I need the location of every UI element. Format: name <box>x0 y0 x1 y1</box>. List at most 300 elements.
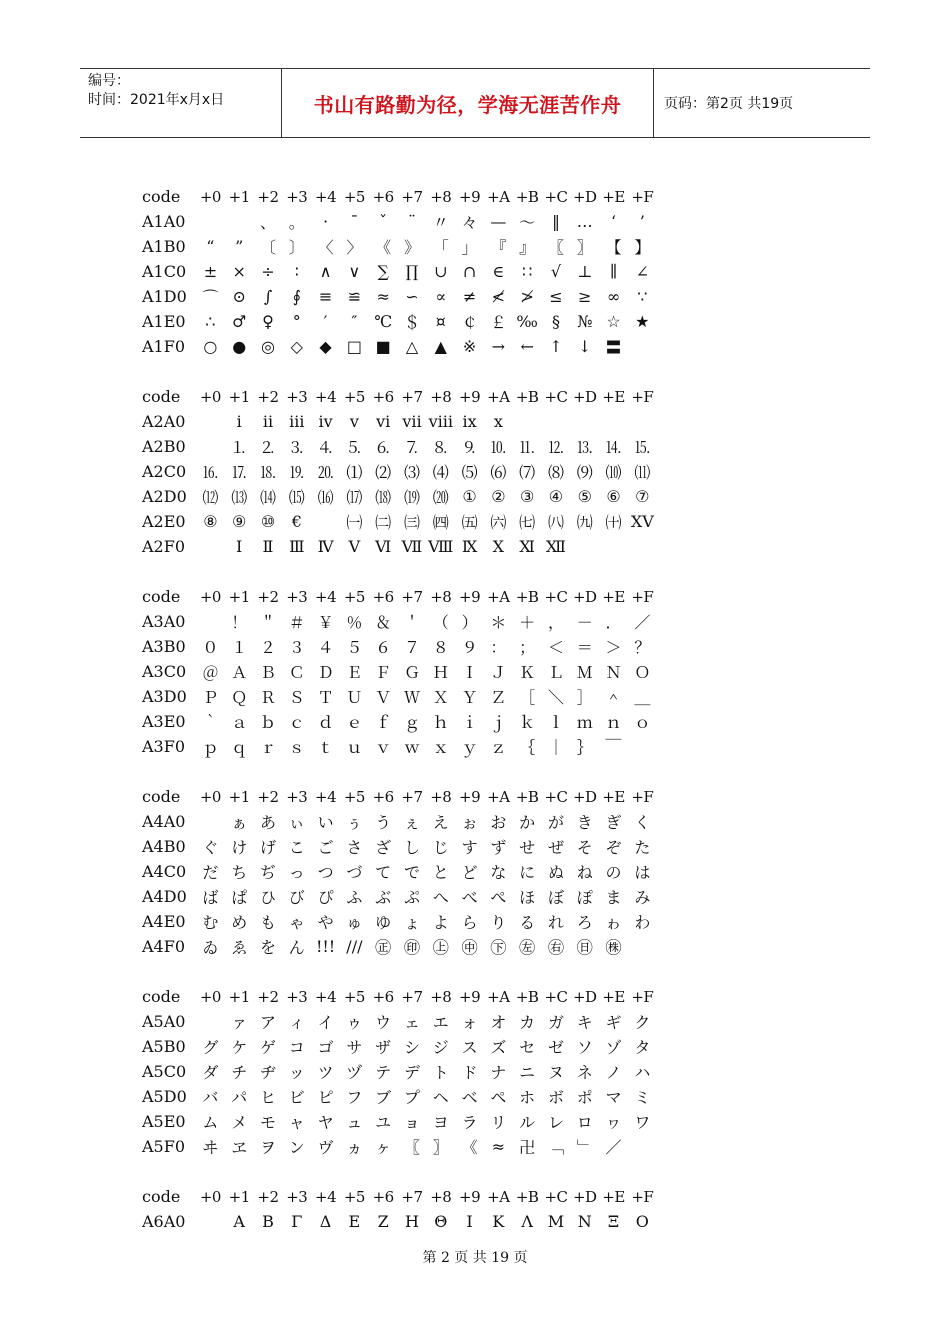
column-header-row <box>142 784 672 809</box>
char-cell: ㈢ <box>403 513 420 532</box>
char-cell: ば <box>202 888 219 907</box>
char-cell: づ <box>346 863 363 882</box>
char-cell: ㊦ <box>490 938 507 957</box>
char-cell: ⒆ <box>403 488 420 507</box>
char-cell: ▲ <box>434 337 447 356</box>
char-cell: ク <box>634 1013 651 1032</box>
offset-header: +4 <box>315 987 337 1006</box>
char-cell: ヲ <box>259 1138 276 1157</box>
table-row <box>142 234 672 259</box>
char-cell: Ｗ <box>403 688 420 707</box>
table-row <box>142 509 672 534</box>
char-cell: ⅳ <box>318 412 333 431</box>
offset-header: +7 <box>401 987 423 1006</box>
char-cell: ㊑ <box>605 938 622 957</box>
char-cell: タ <box>634 1038 651 1057</box>
row-code: A2F0 <box>142 537 186 556</box>
char-cell: ⊙ <box>232 287 246 306</box>
char-cell: ⒍ <box>375 438 392 457</box>
char-cell: ざ <box>375 838 392 857</box>
offset-header: +8 <box>430 1187 452 1206</box>
char-cell: ュ <box>346 1113 363 1132</box>
char-cell: カ <box>519 1013 536 1032</box>
char-cell: ㈥ <box>490 513 507 532</box>
char-cell: ぺ <box>490 888 507 907</box>
offset-header: +6 <box>372 187 394 206</box>
char-cell: ガ <box>547 1013 564 1032</box>
char-cell: ０ <box>202 638 219 657</box>
char-cell: ⒅ <box>375 488 392 507</box>
char-cell: Ｄ <box>317 663 334 682</box>
char-cell: ⑴ <box>346 463 363 482</box>
offset-header: +2 <box>257 187 279 206</box>
offset-header: +9 <box>459 587 481 606</box>
offset-header: +C <box>544 1187 568 1206</box>
char-cell: ≈ <box>376 287 390 306</box>
char-cell: ￥ <box>317 613 334 632</box>
offset-header: +1 <box>228 1187 250 1206</box>
char-cell: Ⅻ <box>545 537 566 556</box>
offset-header: +A <box>487 587 510 606</box>
char-cell: 【 <box>605 238 622 257</box>
char-cell: ヱ <box>231 1138 248 1157</box>
row-code: A5D0 <box>142 1087 187 1106</box>
char-cell: ⒂ <box>288 488 305 507</box>
char-cell: ノ <box>605 1063 622 1082</box>
char-cell: ふ <box>346 888 363 907</box>
char-cell: Β <box>262 1212 274 1231</box>
offset-header: +7 <box>401 787 423 806</box>
char-cell: ／ <box>634 613 651 632</box>
char-cell: ∝ <box>435 287 447 306</box>
row-code: A5B0 <box>142 1037 186 1056</box>
offset-header: +3 <box>286 187 308 206</box>
char-cell: ベ <box>461 1088 478 1107</box>
char-cell: ／ <box>605 1138 622 1157</box>
char-cell: ⒄ <box>346 488 363 507</box>
table-row <box>142 709 672 734</box>
char-cell: ヒ <box>259 1088 276 1107</box>
row-code: A4B0 <box>142 837 186 856</box>
char-cell: № <box>577 312 593 331</box>
char-cell: レ <box>547 1113 564 1132</box>
offset-header: +2 <box>257 587 279 606</box>
offset-header: +D <box>572 387 597 406</box>
offset-header: +E <box>602 987 625 1006</box>
char-cell: Ι <box>466 1212 473 1231</box>
char-cell: ぜ <box>547 838 564 857</box>
char-cell: ◇ <box>290 337 303 356</box>
char-cell: ６ <box>375 638 392 657</box>
char-cell: ∴ <box>205 312 216 331</box>
char-cell: メ <box>231 1113 248 1132</box>
offset-header: +0 <box>199 587 221 606</box>
char-cell: ？ <box>634 638 651 657</box>
offset-header: +F <box>631 387 654 406</box>
char-cell: 〕 <box>288 238 305 257</box>
table-row <box>142 459 672 484</box>
char-cell: ￠ <box>461 313 478 332</box>
offset-header: +9 <box>459 387 481 406</box>
row-code: A4E0 <box>142 912 186 931</box>
row-code: A5E0 <box>142 1112 186 1131</box>
char-cell: ツ <box>317 1063 334 1082</box>
char-cell: § <box>551 312 560 331</box>
row-code: A3B0 <box>142 637 186 656</box>
char-cell: ゑ <box>231 938 248 957</box>
char-cell: 〗 <box>576 238 593 257</box>
char-cell: ＋ <box>519 613 536 632</box>
char-cell: ょ <box>403 913 420 932</box>
row-code: A1B0 <box>142 237 186 256</box>
table-row <box>142 609 672 634</box>
table-row <box>142 209 672 234</box>
char-cell: ⑦ <box>635 487 650 506</box>
char-cell: 、 <box>259 213 276 232</box>
char-cell: ※ <box>462 337 477 356</box>
offset-header: +F <box>631 187 654 206</box>
char-cell: ぅ <box>346 813 363 832</box>
char-cell: Ｘ <box>432 688 449 707</box>
char-cell: 〖 <box>403 1138 420 1157</box>
table-row <box>142 484 672 509</box>
char-cell: ⒘ <box>231 463 248 482</box>
char-cell: Ｕ <box>346 688 363 707</box>
char-cell: ‖ <box>551 212 560 231</box>
table-row <box>142 684 672 709</box>
char-cell: め <box>231 913 248 932</box>
char-cell: ￣ <box>605 738 622 757</box>
char-cell: ぱ <box>231 888 248 907</box>
table-row <box>142 909 672 934</box>
char-cell <box>225 210 254 233</box>
char-cell: ９ <box>461 638 478 657</box>
char-cell: ＊ <box>490 613 507 632</box>
row-code: A6A0 <box>142 1212 186 1231</box>
table-row <box>142 934 672 959</box>
char-cell: げ <box>259 838 276 857</box>
char-cell: さ <box>346 838 363 857</box>
code-block <box>142 984 672 1159</box>
char-cell: ィ <box>288 1013 305 1032</box>
char-cell: ⅴ <box>349 412 359 431</box>
offset-header: +A <box>487 787 510 806</box>
table-row <box>142 1059 672 1084</box>
row-code: A5F0 <box>142 1137 186 1156</box>
char-cell: · <box>323 212 329 231</box>
char-cell: ｎ <box>605 713 622 732</box>
char-cell: ㊥ <box>461 938 478 957</box>
char-cell: ろ <box>576 913 593 932</box>
char-cell: ２ <box>259 638 276 657</box>
char-cell: マ <box>605 1088 622 1107</box>
char-cell: ぉ <box>461 813 478 832</box>
char-cell: ぶ <box>375 888 392 907</box>
char-cell: ＾ <box>605 688 622 707</box>
char-cell: ＃ <box>288 613 305 632</box>
row-code: A3C0 <box>142 662 187 681</box>
char-cell: ス <box>461 1038 478 1057</box>
offset-header: +7 <box>401 587 423 606</box>
offset-header: +1 <box>228 187 250 206</box>
offset-header: +C <box>544 187 568 206</box>
char-cell: !!! <box>315 937 336 956</box>
offset-header: +0 <box>199 1187 221 1206</box>
char-cell: ｕ <box>346 738 363 757</box>
offset-header: +7 <box>401 187 423 206</box>
char-cell: ｚ <box>490 738 507 757</box>
char-cell: ¤ <box>435 312 446 331</box>
offset-header: +9 <box>459 187 481 206</box>
char-cell: ≥ <box>578 287 592 306</box>
char-cell: ｙ <box>461 738 478 757</box>
offset-header: +A <box>487 387 510 406</box>
char-cell: 》 <box>403 238 420 257</box>
char-cell: Ｅ <box>346 663 363 682</box>
offset-header: +6 <box>372 987 394 1006</box>
row-code: A2B0 <box>142 437 186 456</box>
offset-header: +C <box>544 587 568 606</box>
char-cell: あ <box>259 813 276 832</box>
char-cell: ◆ <box>319 337 332 356</box>
row-code: A4F0 <box>142 937 186 956</box>
char-cell: ＇ <box>403 613 420 632</box>
row-code: A2A0 <box>142 412 186 431</box>
char-cell: よ <box>432 913 449 932</box>
char-cell: く <box>634 813 651 832</box>
char-cell: デ <box>403 1063 420 1082</box>
char-cell: ⒙ <box>259 463 276 482</box>
char-cell: ぽ <box>576 888 593 907</box>
char-cell: お <box>490 813 507 832</box>
char-cell: ⒓ <box>547 438 564 457</box>
offset-header: +5 <box>343 387 365 406</box>
offset-header: +B <box>515 787 539 806</box>
char-cell: ㊤ <box>432 938 449 957</box>
char-cell: ‘ <box>611 212 617 231</box>
char-cell: ⒁ <box>259 488 276 507</box>
char-cell: ﹁ <box>547 1138 564 1157</box>
char-cell: ⒐ <box>461 438 478 457</box>
char-cell: ッ <box>288 1063 305 1082</box>
row-code: A1E0 <box>142 312 186 331</box>
offset-header: +0 <box>199 987 221 1006</box>
char-cell: ゅ <box>346 913 363 932</box>
char-cell: ヶ <box>375 1138 392 1157</box>
offset-header: +8 <box>430 587 452 606</box>
char-cell: ⑵ <box>375 463 392 482</box>
char-cell: — <box>490 212 507 231</box>
char-cell: ロ <box>576 1113 593 1132</box>
char-cell: ∵ <box>637 287 648 306</box>
char-cell: ャ <box>288 1113 305 1132</box>
char-cell: ’ <box>639 212 645 231</box>
char-cell: ㊣ <box>375 938 392 957</box>
char-cell: や <box>317 913 334 932</box>
char-cell: Ε <box>348 1212 361 1231</box>
char-cell: ■ <box>375 337 391 356</box>
offset-header: +E <box>602 587 625 606</box>
offset-header: +9 <box>459 987 481 1006</box>
code-block <box>142 1184 672 1234</box>
char-cell: な <box>490 863 507 882</box>
offset-header: +C <box>544 787 568 806</box>
offset-header: +1 <box>228 987 250 1006</box>
table-row <box>142 334 672 359</box>
char-cell: ｊ <box>490 713 507 732</box>
code-block <box>142 184 672 359</box>
offset-header: +E <box>602 387 625 406</box>
char-cell: ● <box>232 337 247 356</box>
char-cell: ｇ <box>403 713 420 732</box>
char-cell: ″ <box>351 312 358 331</box>
offset-header: +3 <box>286 387 308 406</box>
char-cell: ⊥ <box>577 262 593 281</box>
char-cell: オ <box>490 1013 507 1032</box>
row-code: A1A0 <box>142 212 186 231</box>
char-cell: ⅲ <box>289 412 305 431</box>
char-cell: ｗ <box>403 738 420 757</box>
char-cell: ゼ <box>547 1038 564 1057</box>
char-cell: ∫ <box>263 287 273 306</box>
offset-header: +6 <box>372 1187 394 1206</box>
char-cell: ｂ <box>259 713 276 732</box>
char-cell: む <box>202 913 219 932</box>
char-cell: Κ <box>492 1212 505 1231</box>
row-code: A4A0 <box>142 812 186 831</box>
char-cell: ｜ <box>547 738 564 757</box>
offset-header: +0 <box>199 387 221 406</box>
char-cell: ㈧ <box>547 513 564 532</box>
char-cell: ジ <box>432 1038 449 1057</box>
char-cell: ∥ <box>609 262 618 281</box>
char-cell: … <box>576 212 593 231</box>
char-cell: Γ <box>291 1212 303 1231</box>
row-code: A4D0 <box>142 887 187 906</box>
char-cell: /// <box>346 937 363 956</box>
char-cell: ＼ <box>547 688 564 707</box>
char-cell: ≡ <box>318 287 333 306</box>
char-cell: ⑷ <box>432 463 449 482</box>
offset-header: +6 <box>372 387 394 406</box>
char-cell: Ｓ <box>288 688 305 707</box>
char-cell: シ <box>403 1038 420 1057</box>
char-cell: ∨ <box>348 262 361 281</box>
char-cell: Ⅴ <box>348 537 361 556</box>
offset-header: +F <box>631 1187 654 1206</box>
char-cell: ⒛ <box>317 463 334 482</box>
header-meta <box>80 69 282 137</box>
char-cell: モ <box>259 1113 276 1132</box>
char-cell: イ <box>317 1013 334 1032</box>
char-cell: に <box>519 863 536 882</box>
char-cell: 』 <box>519 238 536 257</box>
char-cell: は <box>634 863 651 882</box>
char-cell: ホ <box>519 1088 536 1107</box>
char-cell: ˉ <box>350 212 359 231</box>
char-cell: ケ <box>231 1038 248 1057</box>
offset-header: +F <box>631 587 654 606</box>
column-header-row <box>142 1184 672 1209</box>
char-cell: ∶ <box>294 262 299 281</box>
table-row <box>142 1209 672 1234</box>
char-cell: ∈ <box>492 262 505 281</box>
char-cell: ぷ <box>403 888 420 907</box>
char-cell: ⒉ <box>259 438 276 457</box>
char-cell: １ <box>231 638 248 657</box>
char-cell: ド <box>461 1063 478 1082</box>
char-cell: リ <box>490 1113 507 1132</box>
offset-header: +1 <box>228 387 250 406</box>
char-cell: ］ <box>576 688 593 707</box>
char-cell: み <box>634 888 651 907</box>
char-cell: チ <box>231 1063 248 1082</box>
column-header-row <box>142 984 672 1009</box>
offset-header: +5 <box>343 987 365 1006</box>
char-cell: Η <box>405 1212 419 1231</box>
char-cell: 〓 <box>605 338 622 357</box>
char-cell: Ｆ <box>375 663 392 682</box>
char-cell: ユ <box>375 1113 392 1132</box>
char-cell: Ⅲ <box>289 537 305 556</box>
char-cell: ⑧ <box>203 512 218 531</box>
char-cell: せ <box>519 838 536 857</box>
char-cell: ら <box>461 913 478 932</box>
char-cell: ％ <box>346 613 363 632</box>
char-cell: － <box>576 613 593 632</box>
char-cell: ⒈ <box>231 438 248 457</box>
char-cell: Ｇ <box>403 663 420 682</box>
char-cell: ほ <box>519 888 536 907</box>
char-cell: → <box>491 337 506 356</box>
char-cell: と <box>432 863 449 882</box>
char-cell: Ⅳ <box>317 537 334 556</box>
char-cell: り <box>490 913 507 932</box>
row-code: A1D0 <box>142 287 187 306</box>
char-cell: ± <box>203 262 218 281</box>
column-header-row <box>142 384 672 409</box>
char-cell: ヴ <box>317 1138 334 1157</box>
char-cell: ぬ <box>547 863 564 882</box>
char-cell: ｑ <box>231 738 248 757</box>
offset-header: +4 <box>315 1187 337 1206</box>
char-cell: 〗 <box>432 1138 449 1157</box>
offset-header: +E <box>602 1187 625 1206</box>
table-row <box>142 634 672 659</box>
column-header-row <box>142 184 672 209</box>
char-cell: ） <box>461 613 478 632</box>
char-cell: ボ <box>547 1088 564 1107</box>
table-row <box>142 859 672 884</box>
char-cell: ハ <box>634 1063 651 1082</box>
table-row <box>142 284 672 309</box>
code-block <box>142 384 672 559</box>
char-cell: た <box>634 838 651 857</box>
char-cell: ぃ <box>288 813 305 832</box>
char-cell: ⒋ <box>317 438 334 457</box>
char-cell: ｘ <box>432 738 449 757</box>
offset-header: +2 <box>257 387 279 406</box>
char-cell: フ <box>346 1088 363 1107</box>
row-code: A2D0 <box>142 487 187 506</box>
char-cell: べ <box>461 888 478 907</box>
char-cell: 卍 <box>519 1138 536 1157</box>
table-row <box>142 534 672 559</box>
document-date: 时间：2021年x月x日 <box>88 92 225 108</box>
char-cell: ト <box>432 1063 449 1082</box>
char-cell: ～ <box>519 213 536 232</box>
char-cell: Ο <box>635 1212 649 1231</box>
